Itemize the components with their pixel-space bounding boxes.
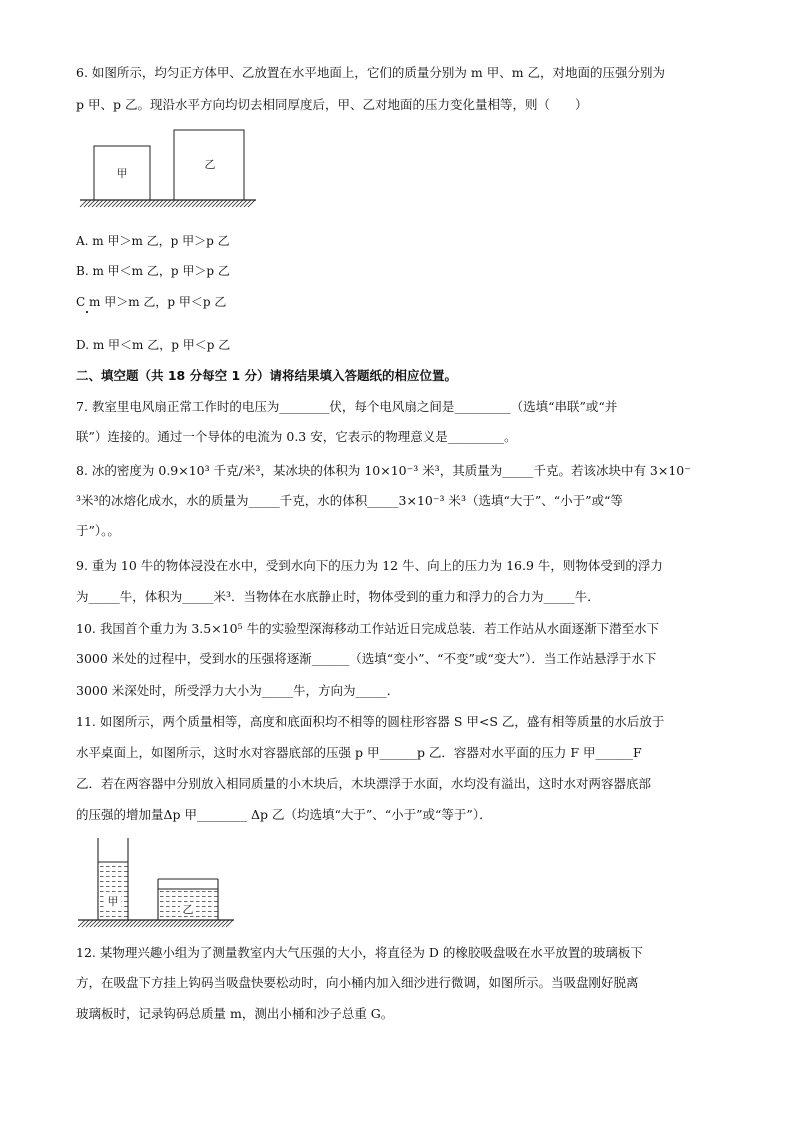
q6-option-d: D. m 甲＜m 乙，p 甲＜p 乙	[76, 338, 231, 352]
container-jia-label: 甲	[107, 895, 119, 908]
hatch-mark	[164, 200, 171, 207]
q11-text-line1: 11. 如图所示，两个质量相等，高度和底面积均不相等的圆柱形容器 S 甲<S 乙，盛有相等质量的水后放于	[76, 714, 665, 729]
hatch-mark	[78, 920, 85, 927]
hatch-mark	[110, 920, 117, 927]
hatch-mark	[176, 200, 183, 207]
hatch-mark	[148, 200, 155, 207]
hatch-mark	[154, 920, 161, 927]
container-yi-label: 乙	[182, 903, 194, 916]
hatch-mark	[146, 920, 153, 927]
q8-text-line3: 于”）。。	[76, 523, 120, 538]
hatch-mark	[126, 920, 133, 927]
hatch-mark	[224, 200, 231, 207]
hatch-mark	[184, 200, 191, 207]
hatch-mark	[178, 920, 185, 927]
hatch-mark	[222, 920, 229, 927]
q9-text-line2: 为_____牛，体积为_____米³．当物体在水底静止时，物体受到的重力和浮力的合力为_____牛．	[76, 589, 600, 604]
hatch-mark	[96, 200, 103, 207]
hatch-mark	[220, 200, 227, 207]
hatch-mark	[128, 200, 135, 207]
hatch-mark	[92, 200, 99, 207]
q10-text-line1: 10. 我国首个重力为 3.5×10⁵ 牛的实验型深海移动工作站近日完成总装．若工作站从水面逐渐下潜至水下	[76, 621, 660, 636]
hatch-mark	[82, 920, 89, 927]
hatch-mark	[150, 920, 157, 927]
q6-text-line1: 6. 如图所示，均匀正方体甲、乙放置在水平地面上，它们的质量分别为 m 甲、m 乙，对地面的压强分别为	[76, 65, 666, 80]
q11-figure	[76, 834, 236, 932]
hatch-mark	[152, 200, 159, 207]
hatch-mark	[130, 920, 137, 927]
hatch-mark	[206, 920, 213, 927]
section-2-heading: 二、填空题（共 18 分每空 1 分）请将结果填入答题纸的相应位置。	[76, 368, 458, 383]
container-jia-water	[98, 862, 128, 920]
hatch-mark	[180, 200, 187, 207]
q7-text-line1: 7. 教室里电风扇正常工作时的电压为________伏，每个电风扇之间是_________（选填“串联”或“并	[76, 399, 618, 414]
hatch-mark	[166, 920, 173, 927]
hatch-mark	[186, 920, 193, 927]
q6-figure	[78, 126, 258, 214]
q10-text-line2: 3000 米处的过程中，受到水的压强将逐渐______（选填“变小”、“不变”或“变大”）．当工作站悬浮于水下	[76, 651, 657, 666]
hatch-mark	[118, 920, 125, 927]
hatch-mark	[232, 200, 239, 207]
hatch-mark	[100, 200, 107, 207]
hatch-mark	[210, 920, 217, 927]
hatch-mark	[216, 200, 223, 207]
hatch-mark	[134, 920, 141, 927]
q12-text-line1: 12. 某物理兴趣小组为了测量教室内大气压强的大小，将直径为 D 的橡胶吸盘吸在水平放置的玻璃板下	[76, 945, 643, 960]
hatch-mark	[170, 920, 177, 927]
stray-dot	[86, 311, 88, 313]
hatch-mark	[226, 920, 233, 927]
hatch-mark	[162, 920, 169, 927]
q7-text-line2: 联”）连接的。通过一个导体的电流为 0.3 安，它表示的物理意义是_________。	[76, 429, 517, 444]
hatch-mark	[160, 200, 167, 207]
q12-text-line3: 玻璃板时，记录钩码总质量 m，测出小桶和沙子总重 G。	[76, 1006, 394, 1021]
hatch-mark	[132, 200, 139, 207]
hatch-mark	[138, 920, 145, 927]
hatch-mark	[194, 920, 201, 927]
hatch-mark	[104, 200, 111, 207]
q12-text-line2: 方，在吸盘下方挂上钩码当吸盘快要松动时，向小桶内加入细沙进行微调，如图所示。当吸盘刚好脱离	[76, 975, 639, 990]
hatch-mark	[214, 920, 221, 927]
hatch-mark	[182, 920, 189, 927]
ground-hatch	[80, 200, 255, 207]
hatch-mark	[174, 920, 181, 927]
hatch-mark	[114, 920, 121, 927]
hatch-mark	[172, 200, 179, 207]
hatch-mark	[198, 920, 205, 927]
hatch-mark	[116, 200, 123, 207]
q11-text-line3: 乙．若在两容器中分别放入相同质量的小木块后，木块漂浮于水面，水均没有溢出，这时水对两容器底部	[76, 776, 652, 791]
hatch-mark	[202, 920, 209, 927]
hatch-mark	[200, 200, 207, 207]
cube-jia-label: 甲	[116, 167, 128, 180]
hatch-mark	[94, 920, 101, 927]
hatch-mark	[236, 200, 243, 207]
hatch-mark	[84, 200, 91, 207]
hatch-mark	[244, 200, 251, 207]
hatch-mark	[204, 200, 211, 207]
hatch-mark	[102, 920, 109, 927]
hatch-mark	[192, 200, 199, 207]
hatch-mark	[122, 920, 129, 927]
hatch-mark	[240, 200, 247, 207]
hatch-mark	[218, 920, 225, 927]
hatch-mark	[108, 200, 115, 207]
cube-yi-label: 乙	[204, 158, 216, 171]
hatch-mark	[196, 200, 203, 207]
hatch-mark	[208, 200, 215, 207]
hatch-mark	[140, 200, 147, 207]
q10-text-line3: 3000 米深处时，所受浮力大小为_____牛，方向为_____．	[76, 683, 400, 698]
q11-text-line2: 水平桌面上，如图所示，这时水对容器底部的压强 p 甲______p 乙．容器对水平面的压力 F 甲______F	[76, 745, 642, 760]
hatch-mark	[156, 200, 163, 207]
q8-text-line2: ³米³的冰熔化成水，水的质量为_____千克，水的体积_____3×10⁻³ 米³（选填“大于”、“小于”或“等	[76, 493, 623, 508]
hatch-mark	[112, 200, 119, 207]
q6-option-b: B. m 甲＜m 乙，p 甲＞p 乙	[76, 264, 230, 278]
hatch-mark	[86, 920, 93, 927]
hatch-mark	[80, 200, 87, 207]
q6-text-line2: p 甲、p 乙。现沿水平方向均切去相同厚度后，甲、乙对地面的压力变化量相等，则（ ）	[76, 97, 588, 112]
q9-text-line1: 9. 重为 10 牛的物体浸没在水中，受到水向下的压力为 12 牛、向上的压力为 16.9 牛，则物体受到的浮力	[76, 558, 663, 573]
hatch-mark	[212, 200, 219, 207]
table-hatch	[78, 920, 233, 927]
hatch-mark	[98, 920, 105, 927]
q6-option-c: C m 甲＞m 乙，p 甲＜p 乙	[76, 295, 227, 309]
hatch-mark	[124, 200, 131, 207]
hatch-mark	[142, 920, 149, 927]
hatch-mark	[144, 200, 151, 207]
hatch-mark	[106, 920, 113, 927]
hatch-mark	[168, 200, 175, 207]
q11-text-line4: 的压强的增加量Δp 甲________ Δp 乙（均选填“大于”、“小于”或“等于”）．	[76, 807, 492, 822]
hatch-mark	[136, 200, 143, 207]
hatch-mark	[88, 200, 95, 207]
hatch-mark	[228, 200, 235, 207]
hatch-mark	[248, 200, 255, 207]
hatch-mark	[188, 200, 195, 207]
hatch-mark	[90, 920, 97, 927]
hatch-mark	[120, 200, 127, 207]
hatch-mark	[158, 920, 165, 927]
hatch-mark	[190, 920, 197, 927]
q8-text-line1: 8. 冰的密度为 0.9×10³ 千克/米³，某冰块的体积为 10×10⁻³ 米³，其质量为_____千克。若该冰块中有 3×10⁻	[76, 463, 691, 478]
q6-option-a: A. m 甲＞m 乙，p 甲＞p 乙	[76, 234, 230, 248]
